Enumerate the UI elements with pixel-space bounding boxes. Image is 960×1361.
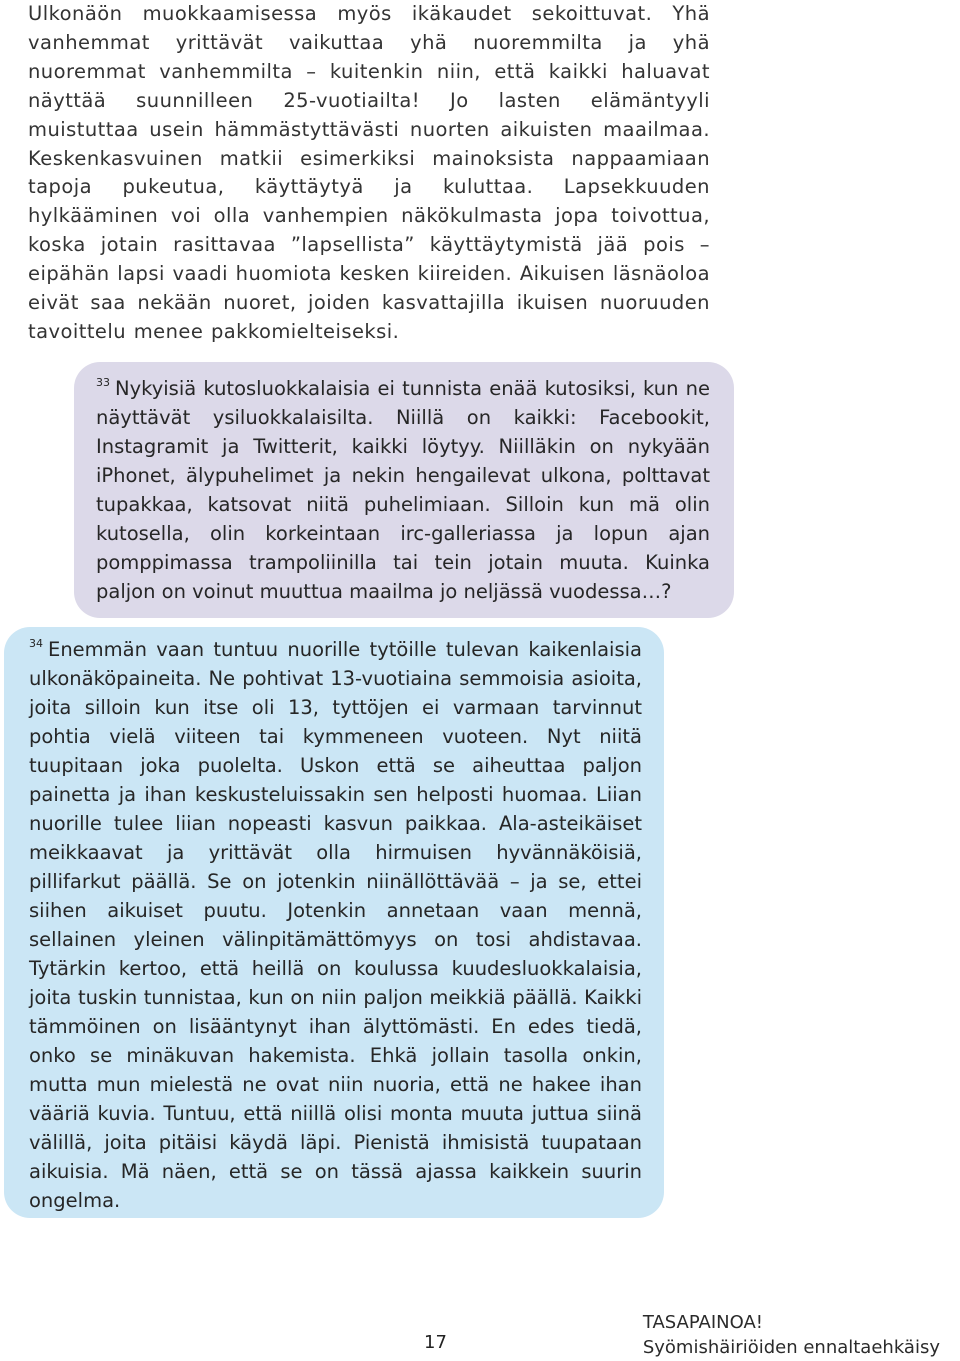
- quote-box-33: [74, 362, 734, 618]
- quote-number: 33: [96, 376, 110, 389]
- page-number: 17: [424, 1332, 447, 1353]
- quote-text: Enemmän vaan tuntuu nuorille tytöille tulevan kaikenlaisia ulkonäköpaineita. Ne pohtivat 13-vuotiaina semmoisia asioita, joita silloin kun itse oli 13, tyttöjen ei varmaan tarvinnut pohtia vielä viiteen tai kymmeneen vuoteen. Nyt niitä tuupitaan joka puolelta. Uskon että se aiheuttaa paljon painetta ja ihan keskusteluissakin sen helposti huomaa. Liian nuorille tulee liian nopeasti kasvun paikkaa. Ala-asteikäiset meikkaavat ja yrittävät olla hirmuisen hyvännäköisiä, pillifarkut päällä. Se on jotenkin niinällöttävää – ja se, ettei siihen aikuiset puutu. Jotenkin annetaan vaan mennä, sellainen yleinen välinpitämättömyys on tosi ahdistavaa. Tytärkin kertoo, että heillä on koulussa kuudesluokkalaisia, joita tuskin tunnistaa, kun on niin paljon meikkiä päällä. Kaikki tämmöinen on lisääntynyt ihan älyttömästi. En edes tiedä, onko se minäkuvan hakemista. Ehkä jollain tasolla onkin, mutta mun mielestä ne ovat niin nuoria, että ne hakee ihan vääriä kuvia. Tuntuu, että niillä olisi monta muuta juttua siinä välillä, joita pitäisi käydä läpi. Pienistä ihmisistä tuupataan aikuisia. Mä näen, että se on tässä ajassa kaikkein suurin ongelma.: [29, 638, 642, 1212]
- quote-box-34: [4, 627, 664, 1218]
- publication-footer: [643, 1310, 940, 1360]
- publication-subtitle: Syömishäiriöiden ennaltaehkäisy: [642, 1337, 940, 1358]
- quote-number: 34: [29, 637, 43, 650]
- intro-paragraph: Ulkonäön muokkaamisessa myös ikäkaudet sekoittuvat. Yhä vanhemmat yrittävät vaikuttaa yhä nuoremmilta ja yhä nuoremmat vanhemmilta – kuitenkin niin, että kaikki haluavat näyttää suunnilleen 25-vuotiailta! Jo lasten elämäntyyli muistuttaa usein hämmästyttävästi nuorten aikuisten maailmaa. Keskenkasvuinen matkii esimerkiksi mainoksista nappaamiaan tapoja pukeutua, käyttäytyä ja kuluttaa. Lapsekkuuden hylkääminen voi olla vanhempien näkökulmasta jopa toivottua, koska jotain rasittavaa ”lapsellista” käyttäytymistä jää pois – eipähän lapsi vaadi huomiota kesken kiireiden. Aikuisen läsnäoloa eivät saa nekään nuoret, joiden kasvattajilla ikuisen nuoruuden tavoittelu menee pakkomielteiseksi.: [28, 2, 710, 343]
- quote-text: Nykyisiä kutosluokkalaisia ei tunnista enää kutosiksi, kun ne näyttävät ysiluokkalaisilta. Niillä on kaikki: Facebookit, Instagramit ja Twitterit, kaikki löytyy. Niilläkin on nykyään iPhonet, älypuhelimet ja nekin hengailevat ulkona, polttavat tupakkaa, katsovat niitä puhelimiaan. Silloin kun mä olin kutosella, olin korkeintaan irc-galleriassa ja lopun ajan pomppimassa trampoliinilla tai tein jotain muuta. Kuinka paljon on voinut muuttua maailma jo neljässä vuodessa…?: [96, 377, 710, 603]
- publication-title: TASAPAINOA!: [642, 1312, 763, 1333]
